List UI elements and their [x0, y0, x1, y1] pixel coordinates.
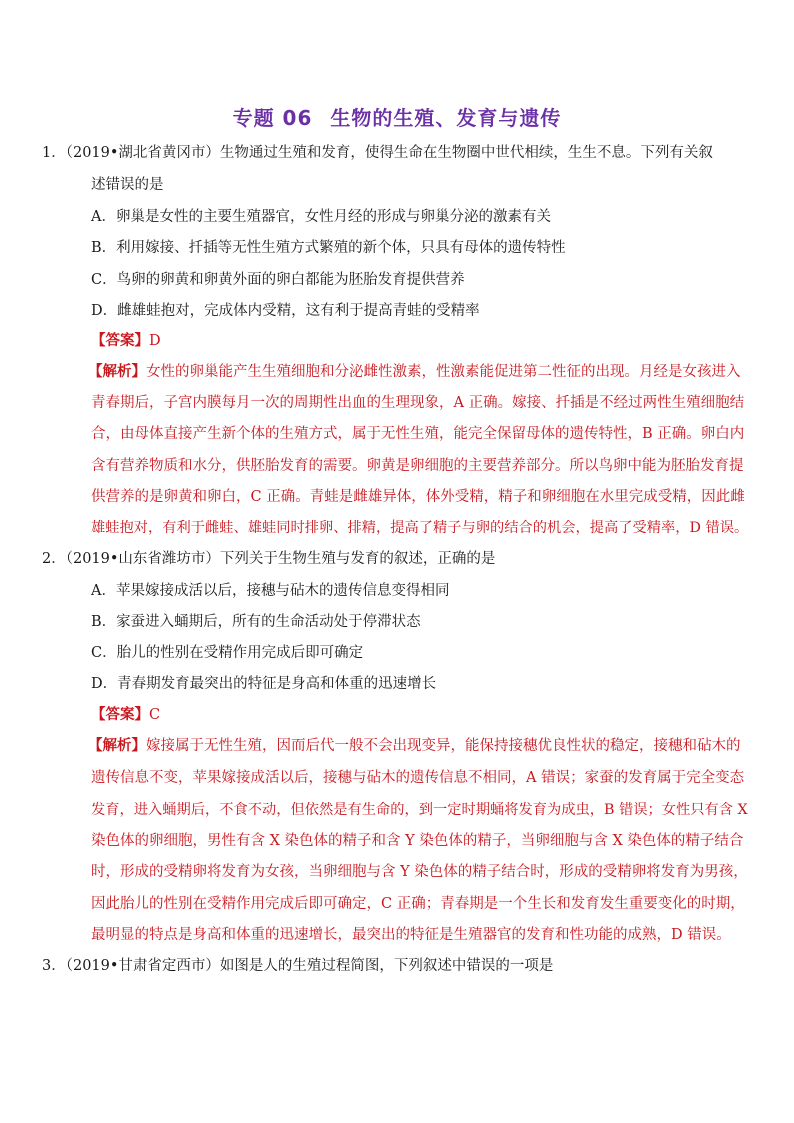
q2-option-a: A．苹果嫁接成活以后，接穗与砧木的遗传信息变得相同	[91, 583, 450, 599]
q2-option-b: B．家蚕进入蛹期后，所有的生命活动处于停滞状态	[91, 614, 421, 630]
q3-stem-line1: 3．（2019•甘肃省定西市）如图是人的生殖过程简图，下列叙述中错误的一项是	[42, 958, 554, 974]
page-title	[0, 102, 794, 131]
q2-option-c: C．胎儿的性别在受精作用完成后即可确定	[91, 645, 364, 661]
q1-analysis-text: 女性的卵巢能产生生殖细胞和分泌雌性激素，性激素能促进第二性征的出现。月经是女孩进入	[146, 364, 741, 380]
q1-answer	[91, 331, 731, 351]
q2-answer-value: C	[149, 707, 161, 723]
q2-analysis-text: 嫁接属于无性生殖，因而后代一般不会出现变异，能保持接穗优良性状的稳定，接穗和砧木的	[146, 738, 741, 754]
q2-analysis-line3: 发育，进入蛹期后，不食不动，但依然是有生命的，到一定时期蛹将发育为成虫，B 错误；女性只有含 X	[91, 802, 748, 818]
q2-analysis-line2: 遗传信息不变，苹果嫁接成活以后，接穗与砧木的遗传信息不相同，A 错误；家蚕的发育属于完全变态	[91, 770, 745, 786]
q1-option-a: A．卵巢是女性的主要生殖器官，女性月经的形成与卵巢分泌的激素有关	[91, 209, 551, 225]
q2-analysis-line4: 染色体的卵细胞，男性有含 X 染色体的精子和含 Y 染色体的精子，当卵细胞与含 X 染色体的精子结合	[91, 833, 744, 849]
q1-analysis-line2: 青春期后，子宫内膜每月一次的周期性出血的生理现象，A 正确。嫁接、扦插是不经过两性生殖细胞结	[91, 395, 745, 411]
q1-answer-tag: 【答案】	[91, 333, 149, 349]
q1-analysis-line3: 合，由母体直接产生新个体的生殖方式，属于无性生殖，能完全保留母体的遗传特性，B 正确。卵白内	[91, 426, 745, 442]
q2-analysis-line6: 因此胎儿的性别在受精作用完成后即可确定，C 正确；青春期是一个生长和发育发生重要变化的时期，	[91, 896, 745, 912]
title-name: 生物的生殖、发育与遗传	[330, 106, 562, 130]
q1-option-b: B．利用嫁接、扦插等无性生殖方式繁殖的新个体，只具有母体的遗传特性	[91, 240, 566, 256]
q2-analysis-tag: 【解析】	[88, 738, 146, 754]
q2-answer	[91, 705, 731, 725]
q1-option-c: C．鸟卵的卵黄和卵黄外面的卵白都能为胚胎发育提供营养	[91, 272, 465, 288]
q2-answer-tag: 【答案】	[91, 707, 149, 723]
q1-analysis-tag: 【解析】	[88, 364, 146, 380]
q1-analysis-line6: 雄蛙抱对，有利于雌蛙、雄蛙同时排卵、排精，提高了精子与卵的结合的机会，提高了受精率，D 错误。	[91, 520, 749, 536]
title-topic: 专题 06	[232, 106, 313, 130]
q1-stem-line2: 述错误的是	[91, 177, 164, 193]
q2-analysis-line5: 时，形成的受精卵将发育为女孩，当卵细胞与含 Y 染色体的精子结合时，形成的受精卵将发育为男孩，	[91, 864, 748, 880]
q2-stem-line1: 2．（2019•山东省潍坊市）下列关于生物生殖与发育的叙述，正确的是	[42, 551, 496, 567]
q1-analysis-line5: 供营养的是卵黄和卵白，C 正确。青蛙是雌雄异体，体外受精，精子和卵细胞在水里完成受精，因此雌	[91, 489, 745, 505]
q1-analysis-line1	[88, 362, 741, 382]
q2-option-d: D．青春期发育最突出的特征是身高和体重的迅速增长	[91, 676, 437, 692]
q2-analysis-line7: 最明显的特点是身高和体重的迅速增长，最突出的特征是生殖器官的发育和性功能的成熟，D 错误。	[91, 927, 731, 943]
q1-answer-value: D	[149, 333, 161, 349]
q1-analysis-line4: 含有营养物质和水分，供胚胎发育的需要。卵黄是卵细胞的主要营养部分。所以鸟卵中能为胚胎发育提	[91, 458, 744, 474]
q1-stem-line1: 1．（2019•湖北省黄冈市）生物通过生殖和发育，使得生命在生物圈中世代相续，生生不息。下列有关叙	[42, 145, 713, 161]
q2-analysis-line1	[88, 736, 741, 756]
q1-option-d: D．雌雄蛙抱对，完成体内受精，这有利于提高青蛙的受精率	[91, 303, 480, 319]
